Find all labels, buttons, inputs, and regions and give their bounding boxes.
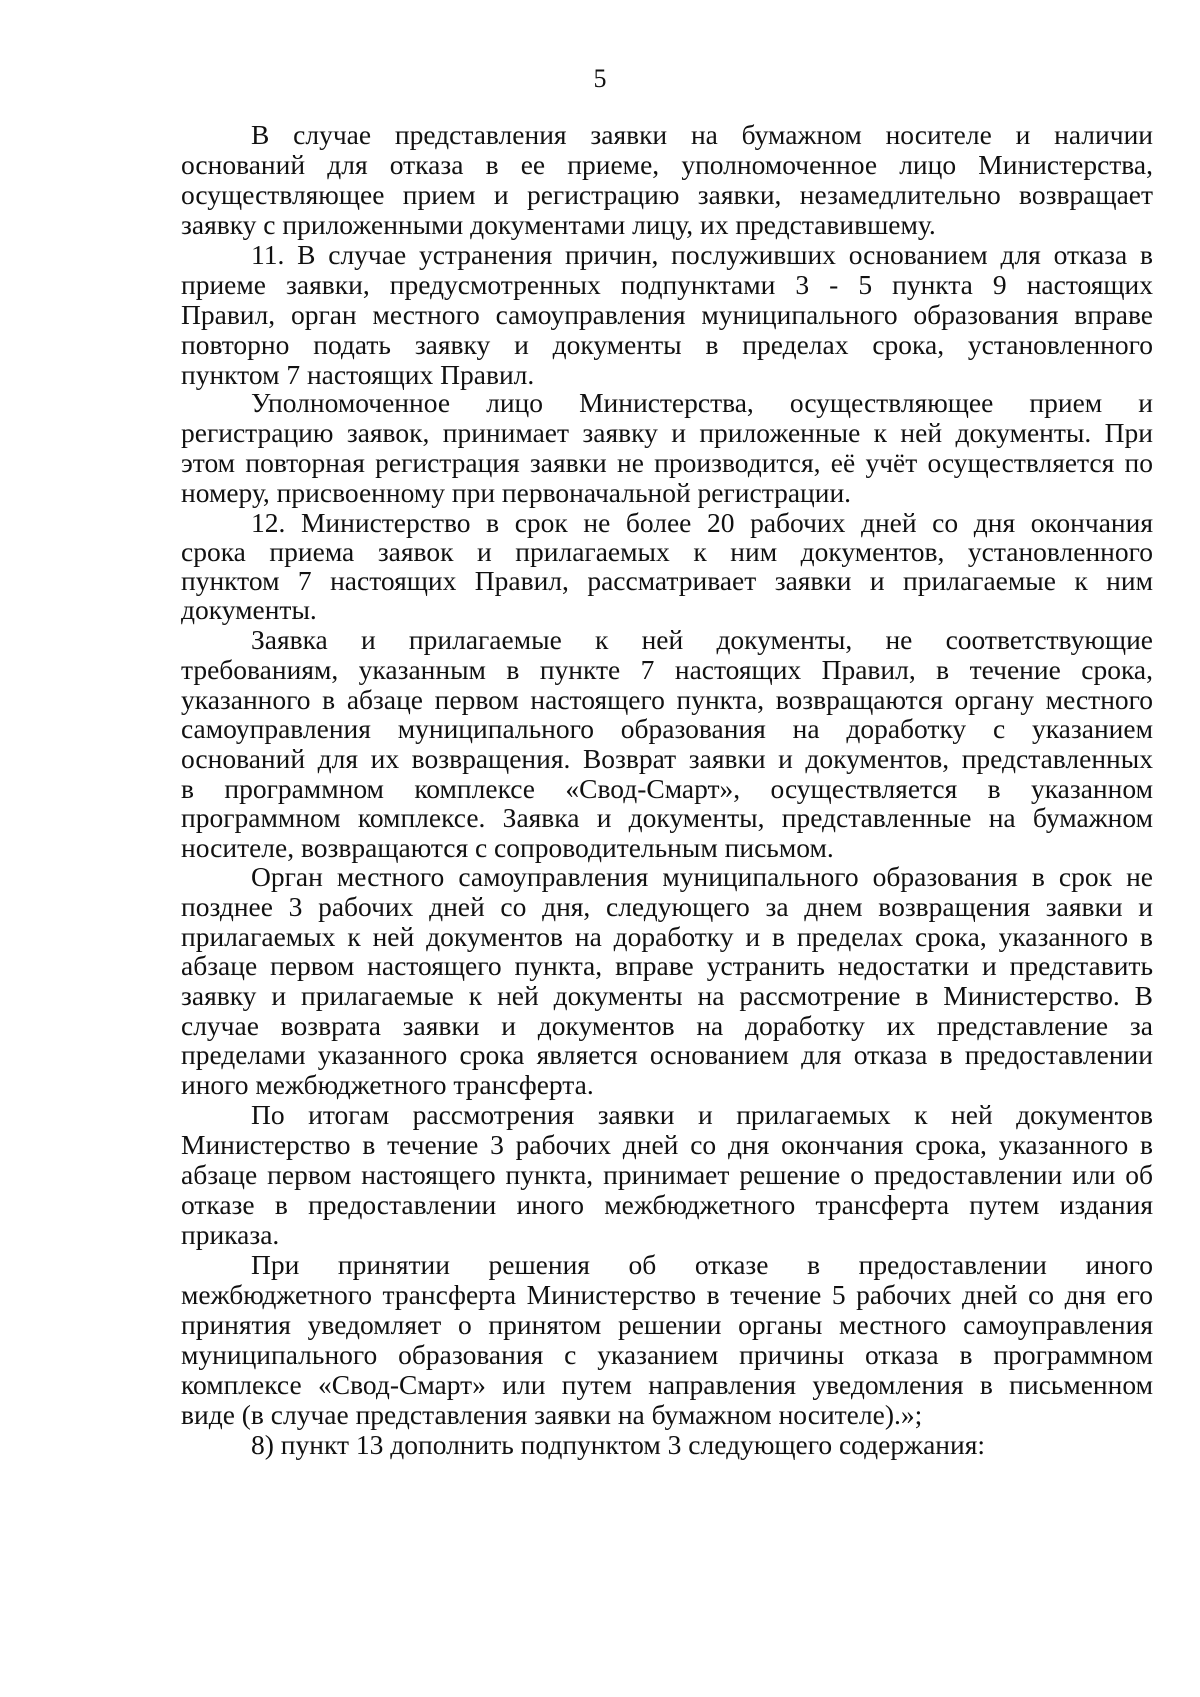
page-number: 5 — [593, 64, 607, 93]
text-line: номеру, присвоенному при первоначальной регистрации. — [181, 477, 852, 508]
text-line: позднее 3 рабочих дней со дня, следующего за днем возвращения заявки и — [181, 891, 1153, 922]
text-line: виде (в случае представления заявки на бумажном носителе).»; — [181, 1399, 923, 1430]
text-line: Орган местного самоуправления муниципального образования в срок не — [251, 861, 1153, 892]
text-line: комплексе «Свод-Смарт» или путем направления уведомления в письменном — [181, 1369, 1153, 1400]
text-line: документы. — [181, 594, 317, 625]
text-line: в программном комплексе «Свод-Смарт», осуществляется в указанном — [181, 773, 1153, 804]
text-line: приеме заявки, предусмотренных подпунктами 3 - 5 пункта 9 настоящих — [181, 269, 1153, 300]
text-line: иного межбюджетного трансферта. — [181, 1069, 594, 1100]
text-line: межбюджетного трансферта Министерство в течение 5 рабочих дней со дня его — [181, 1279, 1153, 1310]
text-line: оснований для отказа в ее приеме, уполномоченное лицо Министерства, — [181, 149, 1153, 180]
text-line: отказе в предоставлении иного межбюджетного трансферта путем издания — [181, 1189, 1153, 1220]
text-line: 8) пункт 13 дополнить подпунктом 3 следующего содержания: — [251, 1429, 986, 1460]
text-line: программном комплексе. Заявка и документы, представленные на бумажном — [181, 802, 1153, 833]
text-line: приказа. — [181, 1219, 280, 1250]
text-line: носителе, возвращаются с сопроводительным письмом. — [181, 832, 834, 863]
text-line: 12. Министерство в срок не более 20 рабочих дней со дня окончания — [251, 507, 1153, 538]
text-line: заявку с приложенными документами лицу, их представившему. — [181, 209, 936, 240]
text-line: При принятии решения об отказе в предоставлении иного — [251, 1249, 1153, 1280]
text-line: прилагаемых к ней документов на доработку и в пределах срока, указанного в — [181, 921, 1153, 952]
text-line: самоуправления муниципального образования на доработку с указанием — [181, 713, 1153, 744]
text-line: пределами указанного срока является основанием для отказа в предоставлении — [181, 1039, 1153, 1070]
text-line: требованиям, указанным в пункте 7 настоящих Правил, в течение срока, — [181, 654, 1153, 685]
text-line: абзаце первом настоящего пункта, принимает решение о предоставлении или об — [181, 1159, 1153, 1190]
text-line: принятия уведомляет о принятом решении органы местного самоуправления — [181, 1309, 1153, 1340]
text-line: Министерство в течение 3 рабочих дней со дня окончания срока, указанного в — [181, 1129, 1153, 1160]
text-line: оснований для их возвращения. Возврат заявки и документов, представленных — [181, 743, 1153, 774]
text-line: пунктом 7 настоящих Правил, рассматривает заявки и прилагаемые к ним — [181, 565, 1153, 596]
text-line: Заявка и прилагаемые к ней документы, не соответствующие — [251, 624, 1153, 655]
text-line: Правил, орган местного самоуправления муниципального образования вправе — [181, 299, 1153, 330]
text-line: осуществляющее прием и регистрацию заявки, незамедлительно возвращает — [181, 179, 1153, 210]
text-line: Уполномоченное лицо Министерства, осуществляющее прием и — [251, 387, 1153, 418]
text-line: муниципального образования с указанием причины отказа в программном — [181, 1339, 1153, 1370]
text-line: пунктом 7 настоящих Правил. — [181, 359, 535, 390]
text-line: В случае представления заявки на бумажном носителе и наличии — [251, 119, 1153, 150]
text-line: этом повторная регистрация заявки не производится, её учёт осуществляется по — [181, 447, 1153, 478]
text-line: По итогам рассмотрения заявки и прилагаемых к ней документов — [251, 1099, 1153, 1130]
text-line: 11. В случае устранения причин, послуживших основанием для отказа в — [251, 239, 1153, 270]
text-line: абзаце первом настоящего пункта, вправе устранить недостатки и представить — [181, 950, 1153, 981]
text-line: указанного в абзаце первом настоящего пункта, возвращаются органу местного — [181, 684, 1153, 715]
text-line: срока приема заявок и прилагаемых к ним документов, установленного — [181, 536, 1153, 567]
text-line: заявку и прилагаемые к ней документы на рассмотрение в Министерство. В — [181, 980, 1153, 1011]
text-line: повторно подать заявку и документы в пределах срока, установленного — [181, 329, 1153, 360]
text-line: регистрацию заявок, принимает заявку и приложенные к ней документы. При — [181, 417, 1153, 448]
text-line: случае возврата заявки и документов на доработку их представление за — [181, 1010, 1153, 1041]
